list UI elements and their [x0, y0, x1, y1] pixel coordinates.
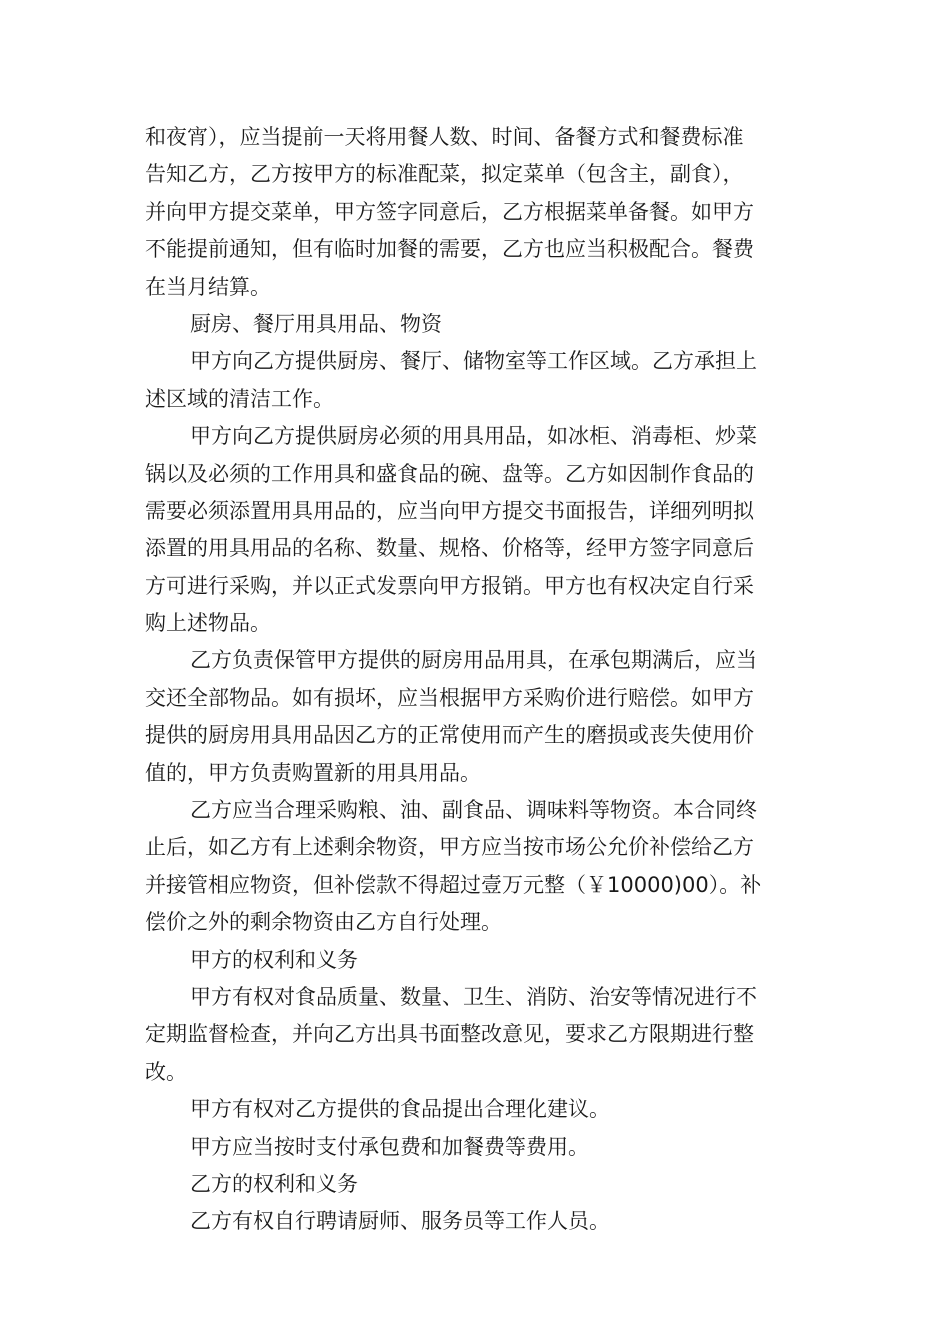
text-line: 提供的厨房用具用品因乙方的正常使用而产生的磨损或丧失使用价: [145, 723, 754, 748]
text-line: 乙方应当合理采购粮、油、副食品、调味料等物资。本合同终: [190, 798, 757, 823]
text-line: 甲方有权对食品质量、数量、卫生、消防、治安等情况进行不: [190, 984, 757, 1009]
text-line: 和夜宵），应当提前一天将用餐人数、时间、备餐方式和餐费标准: [145, 125, 744, 149]
document-body: [145, 119, 807, 1241]
text-line: 改。: [145, 1059, 187, 1084]
text-line: 止后，如乙方有上述剩余物资，甲方应当按市场公允价补偿给乙方: [145, 835, 754, 860]
text-line: 告知乙方，乙方按甲方的标准配菜，拟定菜单（包含主，副食），: [145, 162, 744, 187]
text-line: 甲方向乙方提供厨房必须的用具用品，如冰柜、消毒柜、炒菜: [190, 424, 757, 449]
text-line: 并向甲方提交菜单，甲方签字同意后，乙方根据菜单备餐。如甲方: [145, 199, 754, 224]
text-line: 乙方的权利和义务: [190, 1171, 358, 1196]
text-line: 锅以及必须的工作用具和盛食品的碗、盘等。乙方如因制作食品的: [145, 461, 754, 486]
text-line: 在当月结算。: [145, 274, 271, 299]
text-line: 购上述物品。: [145, 611, 271, 636]
text-line: 甲方有权对乙方提供的食品提出合理化建议。: [190, 1097, 610, 1122]
text-line: 偿价之外的剩余物资由乙方自行处理。: [145, 910, 502, 935]
text-line: 需要必须添置用具用品的，应当向甲方提交书面报告，详细列明拟: [145, 498, 754, 523]
text-line: 值的，甲方负责购置新的用具用品。: [145, 760, 481, 785]
text-line: 方可进行采购，并以正式发票向甲方报销。甲方也有权决定自行采: [145, 573, 754, 598]
text-line: 甲方向乙方提供厨房、餐厅、储物室等工作区域。乙方承担上: [190, 349, 757, 374]
text-line: 交还全部物品。如有损坏，应当根据甲方采购价进行赔偿。如甲方: [145, 685, 754, 710]
text-line: 甲方应当按时支付承包费和加餐费等费用。: [190, 1134, 589, 1159]
text-line: 述区域的清洁工作。: [145, 386, 334, 411]
text-line: 厨房、餐厅用具用品、物资: [190, 311, 442, 336]
text-line: 乙方负责保管甲方提供的厨房用品用具，在承包期满后，应当: [190, 648, 757, 673]
text-line: 不能提前通知，但有临时加餐的需要，乙方也应当积极配合。餐费: [145, 237, 754, 262]
text-line: 甲方的权利和义务: [190, 947, 358, 972]
text-line: 定期监督检查，并向乙方出具书面整改意见，要求乙方限期进行整: [145, 1022, 754, 1047]
text-line: 乙方有权自行聘请厨师、服务员等工作人员。: [190, 1209, 610, 1234]
text-line: 添置的用具用品的名称、数量、规格、价格等，经甲方签字同意后: [145, 536, 754, 561]
text-line: 并接管相应物资，但补偿款不得超过壹万元整（￥10000)00）。补: [145, 872, 762, 897]
